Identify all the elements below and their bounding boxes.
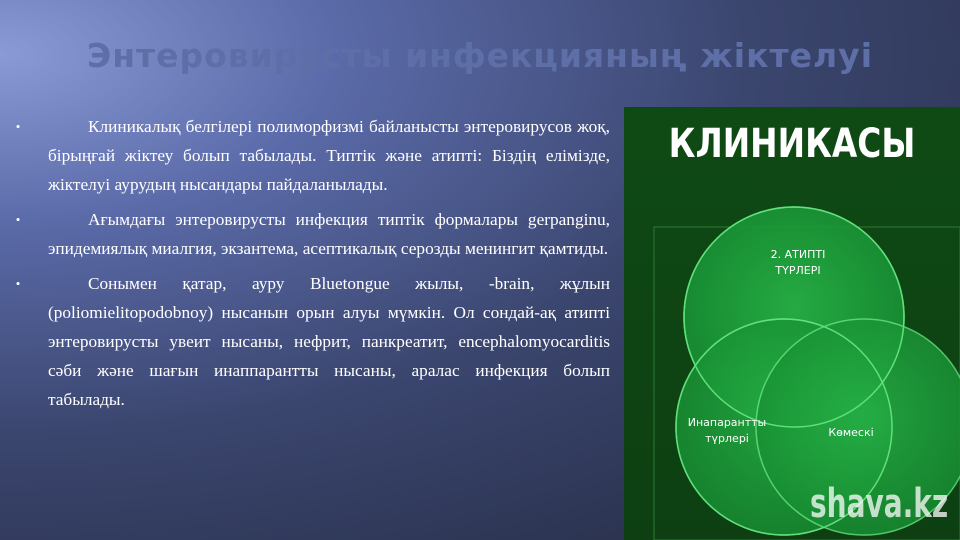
bullet-text: Ағымдағы энтеровирусты инфекция типтік формалары gerpanginu, эпидемиялық миалгия, экзантема, асептикалық серозды менингит қамтиды. [48,210,610,258]
bullet-text: Сонымен қатар, ауру Bluetongue жылы, -brain, жұлын (poliomielitopodobnoy) нысанын орын алуы мүмкін. Ол сондай-ақ атипті энтеровирусты увеит нысаны, нефрит, панкреатит, encephalomyocarditis сәби және шағын инаппарантты нысаны, аралас инфекция болып табылады. [48,274,610,409]
bullet-item [10,269,610,414]
venn-circles [624,107,960,540]
bullet-icon: • [15,276,21,291]
label-inapparent: Инапарантты түрлері [687,416,767,445]
slide-title: Энтеровирусты инфекцияның жіктелуі [86,36,874,75]
bullet-icon: • [15,119,21,134]
bullet-icon: • [15,212,21,227]
venn-figure [624,107,960,540]
bullet-item [10,205,610,263]
label-latent: Көмескі [828,426,874,439]
watermark-logo: shava.kz [810,481,949,527]
figure-title: КЛИНИКАСЫ [668,121,916,167]
bullet-item [10,112,610,199]
label-atypical: 2. АТИПТІ ТҮРЛЕРІ [770,248,826,277]
bullet-list [10,112,610,420]
bullet-text: Клиникалық белгілері полиморфизмі байланысты энтеровирусов жоқ, бірыңғай жіктеу болып табылады. Типтік және атипті: Біздің елімізде, жіктелуі аурудың нысандары пайдаланылады. [48,117,610,194]
